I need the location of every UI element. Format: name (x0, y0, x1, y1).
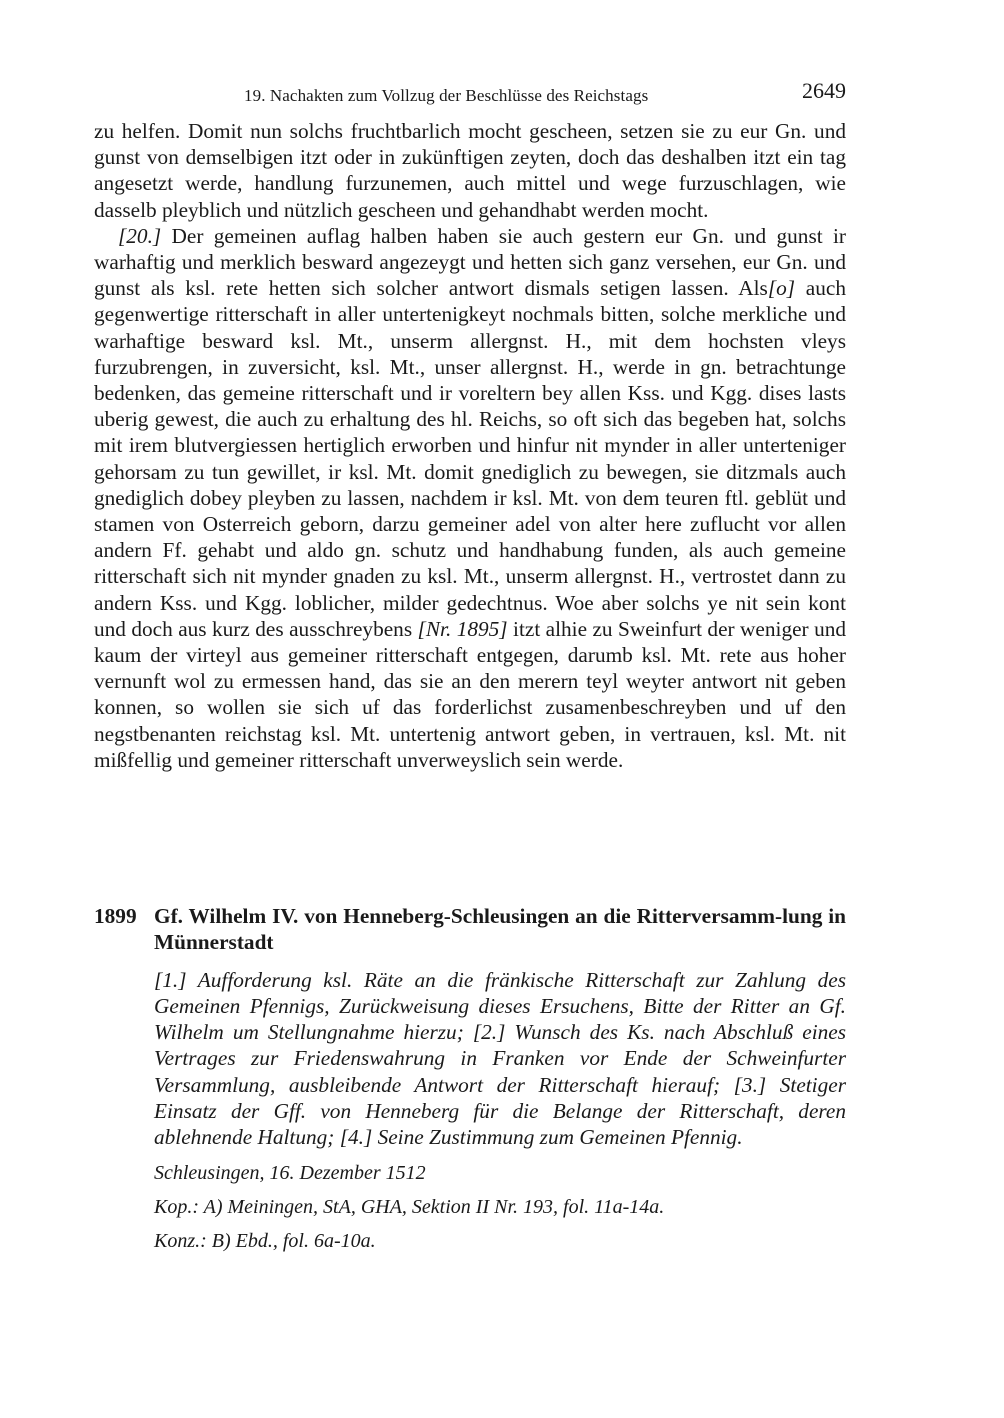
document-title: Gf. Wilhelm IV. von Henneberg-Schleusingen an die Ritterversamm-lung in Münnerstadt (154, 904, 846, 955)
document-regest: [1.] Aufforderung ksl. Räte an die fränkische Ritterschaft zur Zahlung des Gemeinen Pfennigs, Zurückweisung dieses Ersuchens, Bitte der Ritter an Gf. Wilhelm um Stellungnahme hierzu; [2.] Wunsch des Ks. nach Abschluß eines Vertrages zur Friedenswahrung in Franken vor Ende der Schweinfurter Versammlung, ausbleibende Antwort der Ritterschaft hierauf; [3.] Stetiger Einsatz der Gff. von Henneberg für die Belange der Ritterschaft, deren ablehnende Haltung; [4.] Seine Zustimmung zum Gemeinen Pfennig. (154, 967, 846, 1150)
paragraph-20 (94, 223, 846, 773)
section-marker: [20.] (118, 223, 162, 248)
running-header (94, 78, 846, 110)
paragraph-text: auch gegenwertige ritterschaft in aller untertenigkeyt nochmals bitten, solche merkliche und warhaftige besward ksl. Mt., unserm allergnst. H., mit dem hochsten vleys furzubrengen, in zuversicht, ksl. Mt., unser allergnst. H., werde in gn. betrachtunge bedenken, das gemeine ritterschaft und ir voreltern bey allen Kss. und Kgg. dises lasts uberig gewest, die auch zu erhaltung des hl. Reichs, so oft sich das begeben hat, solchs mit irem blutvergiessen hertiglich erworben und hinfur nit mynder in aller unterteniger gehorsam zu tun gewillet, ir ksl. Mt. domit gnediglich zu bewegen, sie ditzmals auch gnediglich dobey pleyben zu lassen, nachdem ir ksl. Mt. von dem teuren ftl. geblüt und stamen von Osterreich geborn, darzu gemeiner adel von alter here zuflucht vor allen andern Ff. gehabt und aldo gn. schutz und handhabung funden, als auch gemeine ritterschaft sich nit mynder gnaden zu ksl. Mt., unserm allergnst. H., vertrostet dann zu andern Kss. und Kgg. loblicher, milder gedechtnus. Woe aber solchs ye nit sein kont und doch aus kurz des ausschreybens (94, 276, 846, 641)
paragraph-continuation: zu helfen. Domit nun solchs fruchtbarlich mocht gescheen, setzen sie zu eur Gn. und gunst von demselbigen itzt oder in zukünftigen zeyten, doch das deshalben itzt ein tag angesetzt werde, handlung furzunemen, auch mittel und wege furzuschlagen, wie dasselb pleyblich und nützlich gescheen und gehandhabt werden mocht. (94, 119, 846, 222)
draft-source: Konz.: B) Ebd., fol. 6a-10a. (154, 1230, 376, 1253)
body-text-block (94, 118, 846, 773)
note-marker: [o] (767, 276, 796, 301)
place-date: Schleusingen, 16. Dezember 1512 (154, 1162, 426, 1185)
paragraph-text: itzt alhie zu Sweinfurt der weniger und kaum der virteyl aus gemeiner ritterschaft entgegen, darumb ksl. Mt. rete aus hoher vernunft wol zu ermessen hand, das sie an den merern teyl weyter antwort nit geben konnen, so wollen sie sich uf das forderlichst zusamenbeschreyben und uf den negstbenanten reichstag ksl. Mt. untertenig antwort geben, in vertrauen, ksl. Mt. nit mißfellig und gemeiner ritterschaft unverweyslich sein werde. (94, 616, 847, 772)
running-title: 19. Nachakten zum Vollzug der Beschlüsse des Reichstags (244, 86, 649, 105)
page-number: 2649 (802, 78, 846, 103)
document-number: 1899 (94, 904, 137, 928)
document-entry (94, 903, 846, 1254)
copy-source: Kop.: A) Meiningen, StA, GHA, Sektion II Nr. 193, fol. 11a-14a. (154, 1196, 665, 1219)
document-reference: [Nr. 1895] (417, 616, 508, 641)
paragraph-text: Der gemeinen auflag halben haben sie auch gestern eur Gn. und gunst ir warhaftig und merklich besward angezeygt und hetten sich ganz versehen, eur Gn. und gunst als ksl. rete hetten sich solcher antwort dismals setigen lassen. Als (94, 223, 846, 301)
